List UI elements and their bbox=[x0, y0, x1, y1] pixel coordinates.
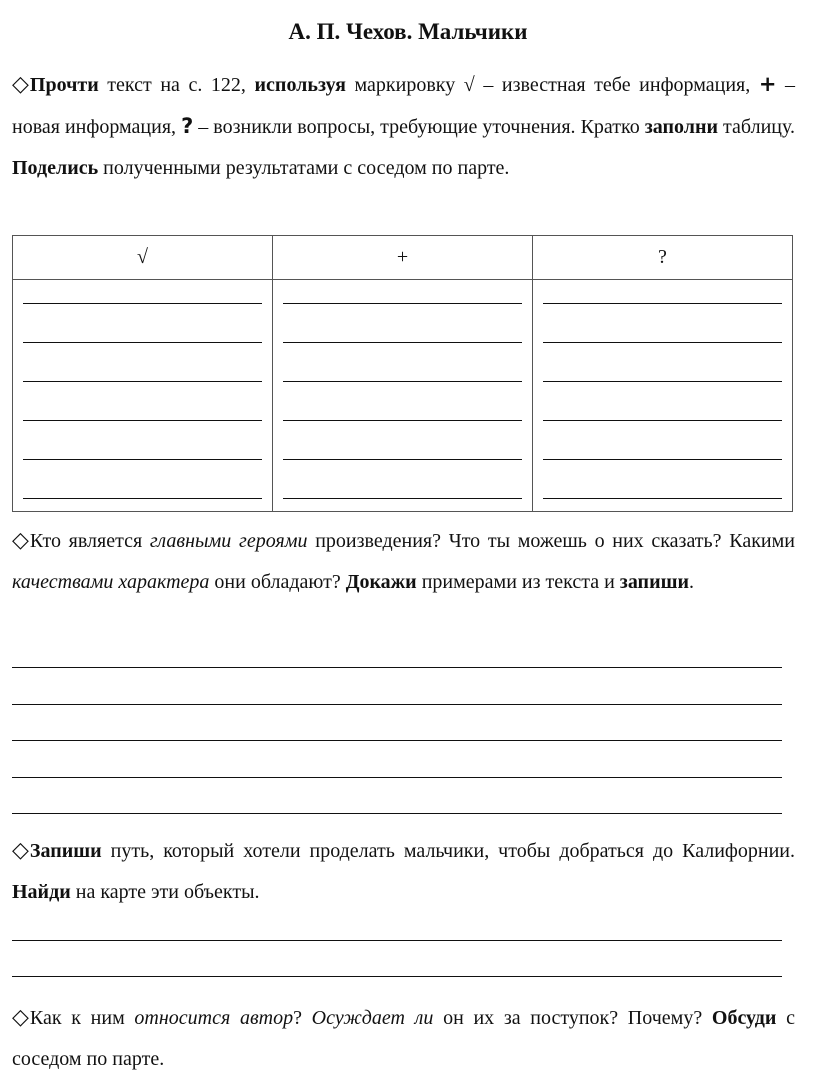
keyword-read: Прочти bbox=[29, 74, 99, 96]
marking-table bbox=[12, 235, 793, 512]
keyword-using: используя bbox=[254, 74, 346, 96]
phrase-author-attitude: относится автор bbox=[134, 1007, 294, 1029]
task-1-fragment: текст на с. 122, bbox=[98, 74, 255, 96]
writing-line bbox=[283, 498, 522, 499]
task-1-text bbox=[12, 64, 795, 189]
keyword-discuss: Обсуди bbox=[711, 1007, 777, 1029]
task-1-fragment: – новая информация, bbox=[12, 74, 795, 138]
task-1-fragment: полученными результатами с соседом по парте. bbox=[98, 157, 510, 179]
task-4-fragment: Как к ним bbox=[29, 1007, 135, 1029]
column-header-known: √ bbox=[13, 236, 273, 280]
writing-line bbox=[12, 777, 782, 778]
phrase-character-traits: качествами характера bbox=[12, 571, 210, 593]
writing-line bbox=[283, 381, 522, 382]
task-3-fragment: на карте эти объекты. bbox=[70, 881, 260, 903]
task-2-fragment: произведения? Что ты можешь о них сказать? Какими bbox=[307, 530, 795, 552]
task-4-fragment: ? bbox=[293, 1007, 312, 1029]
task-4-fragment: он их за поступок? Почему? bbox=[433, 1007, 712, 1029]
writing-line bbox=[543, 303, 782, 304]
task-1-fragment: таблицу. bbox=[718, 116, 795, 138]
task-4-fragment: с соседом по парте. bbox=[12, 1007, 796, 1070]
answer-lines bbox=[23, 280, 262, 499]
task-3-fragment: путь, который хотели проделать мальчики, чтобы добраться до Калифорнии. bbox=[101, 840, 795, 862]
writing-line bbox=[543, 459, 782, 460]
column-header-new: + bbox=[273, 236, 533, 280]
writing-line bbox=[12, 813, 782, 814]
keyword-fill: заполни bbox=[644, 116, 719, 138]
keyword-share: Поделись bbox=[12, 157, 99, 179]
writing-line bbox=[23, 303, 262, 304]
writing-line bbox=[12, 740, 782, 741]
task-1-fragment: – возникли вопросы, требующие уточнения. Кратко bbox=[193, 116, 645, 138]
column-questions-answers[interactable] bbox=[533, 280, 793, 512]
writing-line bbox=[283, 459, 522, 460]
task-2-fragment: примерами из текста и bbox=[416, 571, 620, 593]
diamond-bullet-icon: ◇ bbox=[12, 838, 29, 863]
writing-line bbox=[23, 498, 262, 499]
writing-line bbox=[543, 342, 782, 343]
task-4-text bbox=[12, 997, 795, 1080]
writing-line bbox=[12, 667, 782, 668]
column-new-answers[interactable] bbox=[273, 280, 533, 512]
plus-mark: + bbox=[758, 72, 777, 96]
phrase-condemns: Осуждает ли bbox=[311, 1007, 434, 1029]
task-2-fragment: они обладают? bbox=[209, 571, 346, 593]
question-mark: ? bbox=[181, 114, 194, 138]
keyword-write-down: Запиши bbox=[29, 840, 102, 862]
writing-line bbox=[12, 940, 782, 941]
writing-line bbox=[23, 459, 262, 460]
diamond-bullet-icon: ◇ bbox=[12, 72, 29, 97]
writing-line bbox=[283, 303, 522, 304]
task-1-fragment: маркировку √ – известная тебе информация, bbox=[345, 74, 759, 96]
diamond-bullet-icon: ◇ bbox=[12, 1005, 29, 1030]
keyword-prove: Докажи bbox=[345, 571, 417, 593]
writing-line bbox=[12, 976, 782, 977]
writing-line bbox=[543, 498, 782, 499]
column-known-answers[interactable] bbox=[13, 280, 273, 512]
answer-lines bbox=[283, 280, 522, 499]
writing-line bbox=[23, 420, 262, 421]
task-2-fragment: Кто является bbox=[29, 530, 150, 552]
writing-line bbox=[543, 381, 782, 382]
writing-line bbox=[12, 704, 782, 705]
writing-line bbox=[23, 381, 262, 382]
page-title: А. П. Чехов. Мальчики bbox=[288, 19, 528, 44]
writing-line bbox=[543, 420, 782, 421]
task-2-text bbox=[12, 520, 795, 603]
writing-line bbox=[23, 342, 262, 343]
task-2-fragment: . bbox=[689, 571, 695, 593]
diamond-bullet-icon: ◇ bbox=[12, 528, 29, 553]
column-header-questions: ? bbox=[533, 236, 793, 280]
answer-lines bbox=[543, 280, 782, 499]
phrase-main-heroes: главными героями bbox=[149, 530, 308, 552]
task-3-text bbox=[12, 830, 795, 913]
writing-line bbox=[283, 420, 522, 421]
keyword-find: Найди bbox=[12, 881, 71, 903]
writing-line bbox=[283, 342, 522, 343]
keyword-write-down: запиши bbox=[619, 571, 690, 593]
